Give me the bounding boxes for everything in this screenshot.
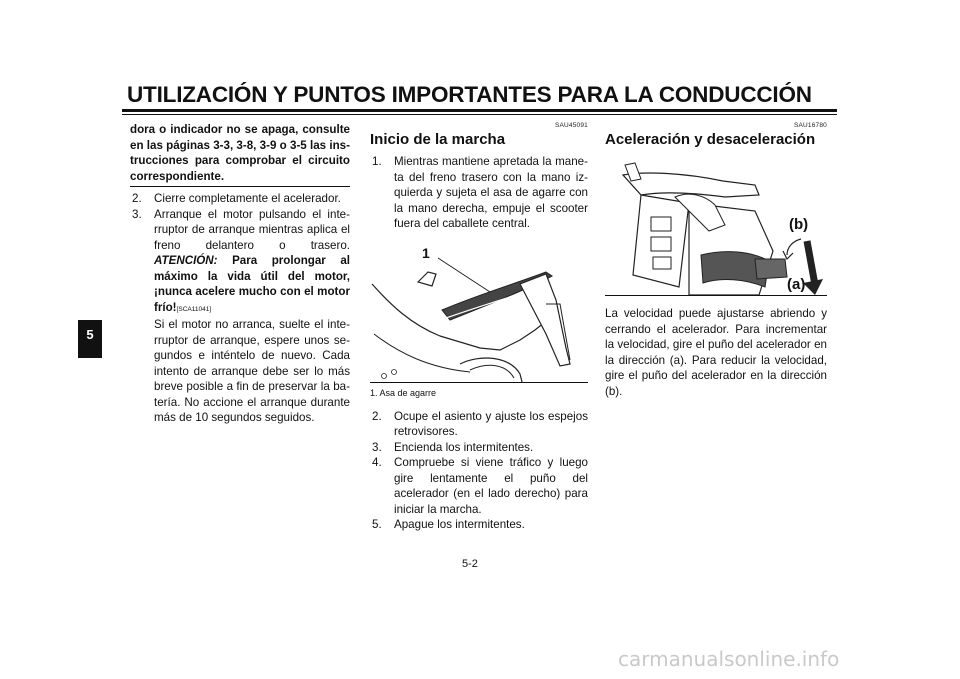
- atencion-label: ATENCIÓN:: [154, 254, 218, 267]
- step-text: Apague los intermitentes.: [394, 518, 525, 531]
- step-number: 2.: [372, 409, 382, 423]
- step-text: Encienda los intermitentes.: [394, 440, 534, 454]
- step-number: 3.: [372, 440, 382, 454]
- scooter-rear-illustration: [370, 244, 588, 382]
- warning-continuation: dora o indicador no se apaga, consulte en las páginas 3-3, 3-8, 3-9 o 3-5 las instrucciones para comprobar el circuito correspondiente.: [130, 123, 350, 183]
- section-heading: Aceleración y desaceleración: [605, 131, 816, 148]
- direction-label-b: (b): [789, 216, 809, 233]
- list-item: [370, 455, 588, 517]
- figure-caption: 1. Asa de agarre: [370, 387, 437, 398]
- chapter-number: 5: [86, 327, 94, 342]
- step-text: Cierre completamente el acelerador.: [154, 192, 341, 205]
- title-rule-thick: [122, 109, 837, 112]
- page-number: 5-2: [462, 558, 478, 570]
- title-rule-thin: [122, 114, 837, 115]
- steps-list: [130, 191, 350, 426]
- step-number: 5.: [372, 518, 382, 531]
- watermark: carmanualsonline.info: [618, 647, 840, 671]
- page-title: UTILIZACIÓN Y PUNTOS IMPORTANTES PARA LA CONDUCCIÓN: [127, 82, 812, 107]
- step-text-after: Si el motor no arranca, suelte el interruptor de arranque, espere unos segundos e inténtelo de nuevo. Cada intento de arranque debe ser lo más breve posible a fin de preservar la batería. No accione el arranque durante más de 10 segundos seguidos.: [154, 318, 350, 424]
- section-code: SAU16780: [793, 122, 827, 129]
- list-item: [130, 191, 350, 207]
- step-number: 1.: [372, 155, 382, 168]
- list-item: [370, 440, 588, 456]
- step-number: 3.: [132, 207, 142, 221]
- step-text: Ocupe el asiento y ajuste los espejos retrovisores.: [394, 409, 588, 438]
- throttle-figure: [605, 155, 827, 296]
- step-text: Compruebe si viene tráfico y luego gire lentamente el puño del acelerador (en el lado derecho) para iniciar la marcha.: [394, 456, 588, 516]
- steps-list: [370, 154, 588, 232]
- acceleration-paragraph: La velocidad puede ajustarse abriendo y cerrando el acelerador. Para incrementar la velocidad, gire el puño del acelerador en la dirección (a). Para reducir la velocidad, gire el puño del acelerador en la dirección (b).: [605, 307, 827, 398]
- chapter-tab: [78, 320, 102, 358]
- step-text: Mientras mantiene apretada la maneta del freno trasero con la mano izquierda y sujeta el asa de agarre con la mano derecha, empuje el scooter fuera del caballete central.: [394, 155, 588, 230]
- step-text: [154, 207, 350, 426]
- step-number: 4.: [372, 456, 382, 469]
- warning-rule: [130, 186, 350, 187]
- section-code: [SCA11041]: [176, 305, 212, 313]
- step-number: 2.: [132, 192, 142, 205]
- list-item: [370, 154, 588, 232]
- column-3: [605, 122, 827, 399]
- section-heading: Inicio de la marcha: [370, 131, 506, 148]
- column-2: [370, 122, 588, 533]
- list-item: [370, 517, 588, 533]
- column-1: [130, 122, 350, 426]
- grab-bar-figure: [370, 244, 588, 383]
- list-item: [370, 409, 588, 440]
- direction-label-a: (a): [787, 276, 806, 293]
- section-code: SAU45091: [554, 122, 588, 129]
- step-text-before: Arranque el motor pulsando el interruptor de arranque mientras aplica el freno delantero o trasero.: [154, 207, 350, 252]
- bold-warning: Para prolongar al máximo la vida útil del motor, ¡nunca acelere mucho con el motor frío!: [154, 254, 350, 314]
- figure-callout: 1: [422, 244, 430, 261]
- list-item: [130, 207, 350, 426]
- steps-list: [370, 409, 588, 533]
